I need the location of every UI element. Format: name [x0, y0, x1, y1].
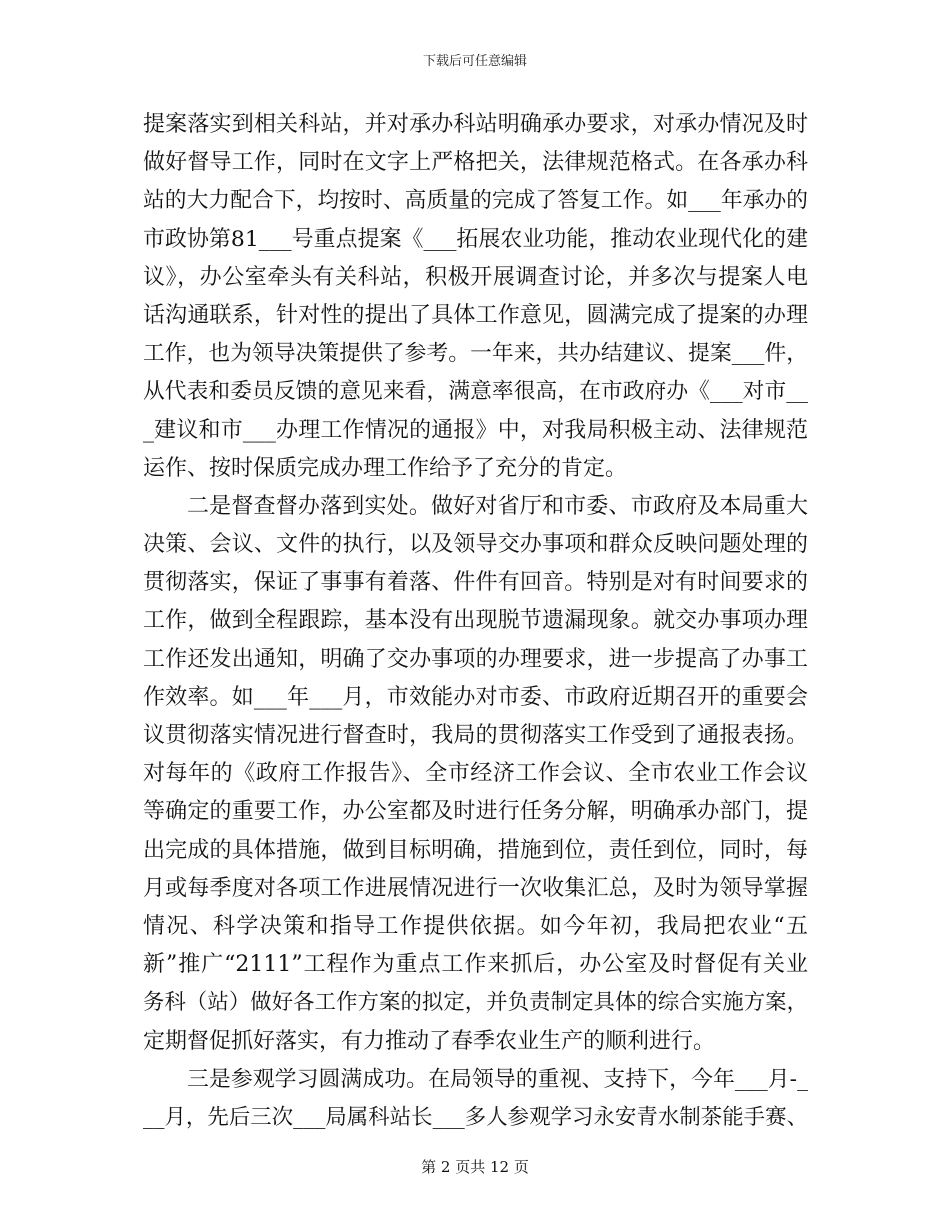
text-line: 工作，也为领导决策提供了参考。一年来，共办结建议、提案___件， — [143, 341, 808, 367]
text-line: 三是参观学习圆满成功。在局领导的重视、支持下，今年___月-_ — [187, 1066, 808, 1092]
text-line: 等确定的重要工作，办公室都及时进行任务分解，明确承办部门，提 — [143, 799, 808, 825]
text-line: 贯彻落实，保证了事事有着落、件件有回音。特别是对有时间要求的 — [143, 570, 808, 596]
text-line: 新”推广“2111”工程作为重点工作来抓后，办公室及时督促有关业 — [143, 952, 808, 978]
text-line: _建议和市___办理工作情况的通报》中，对我局积极主动、法律规范 — [143, 417, 808, 443]
text-line: 议贯彻落实情况进行督查时，我局的贯彻落实工作受到了通报表扬。 — [143, 723, 808, 748]
text-line: 二是督查督办落到实处。做好对省厅和市委、市政府及本局重大 — [187, 493, 808, 519]
page-footer-number: 第 2 页共 12 页 — [421, 1158, 529, 1176]
text-line: 月或每季度对各项工作进展情况进行一次收集汇总，及时为领导掌握 — [143, 875, 808, 901]
text-line: 运作、按时保质完成办理工作给予了充分的肯定。 — [143, 455, 628, 481]
text-line: 出完成的具体措施，做到目标明确，措施到位，责任到位，同时，每 — [143, 837, 808, 863]
text-line: 工作，做到全程跟踪，基本没有出现脱节遗漏现象。就交办事项办理 — [143, 608, 808, 634]
text-line: 决策、会议、文件的执行，以及领导交办事项和群众反映问题处理的 — [143, 532, 808, 558]
text-line: __月，先后三次___局属科站长___多人参观学习永安青水制茶能手赛、 — [143, 1104, 808, 1130]
paragraph — [143, 106, 808, 488]
text-line: 工作还发出通知，明确了交办事项的办理要求，进一步提高了办事工 — [143, 646, 808, 672]
text-line: 从代表和委员反馈的意见来看，满意率很高，在市政府办《___对市__ — [143, 379, 808, 405]
text-line: 提案落实到相关科站，并对承办科站明确承办要求，对承办情况及时 — [143, 112, 808, 137]
text-line: 站的大力配合下，均按时、高质量的完成了答复工作。如___年承办的 — [143, 188, 808, 214]
text-line: 定期督促抓好落实，有力推动了春季农业生产的顺利进行。 — [143, 1028, 716, 1054]
text-line: 做好督导工作，同时在文字上严格把关，法律规范格式。在各承办科 — [143, 150, 808, 176]
page-header-note: 下载后可任意编辑 — [422, 54, 527, 69]
text-line: 务科（站）做好各工作方案的拟定，并负责制定具体的综合实施方案， — [143, 990, 808, 1016]
text-line: 议》，办公室牵头有关科站，积极开展调查讨论，并多次与提案人电 — [143, 264, 808, 290]
paragraph — [143, 1061, 808, 1137]
text-line: 情况、科学决策和指导工作提供依据。如今年初，我局把农业“五 — [143, 913, 808, 939]
text-line: 对每年的《政府工作报告》、全市经济工作会议、全市农业工作会议 — [143, 761, 808, 787]
text-line: 话沟通联系，针对性的提出了具体工作意见，圆满完成了提案的办理 — [143, 302, 808, 328]
document-body — [143, 106, 808, 1137]
text-line: 作效率。如___年___月，市效能办对市委、市政府近期召开的重要会 — [143, 684, 808, 710]
paragraph — [143, 488, 808, 1061]
text-line: 市政协第81___号重点提案《___拓展农业功能，推动农业现代化的建 — [143, 226, 808, 252]
